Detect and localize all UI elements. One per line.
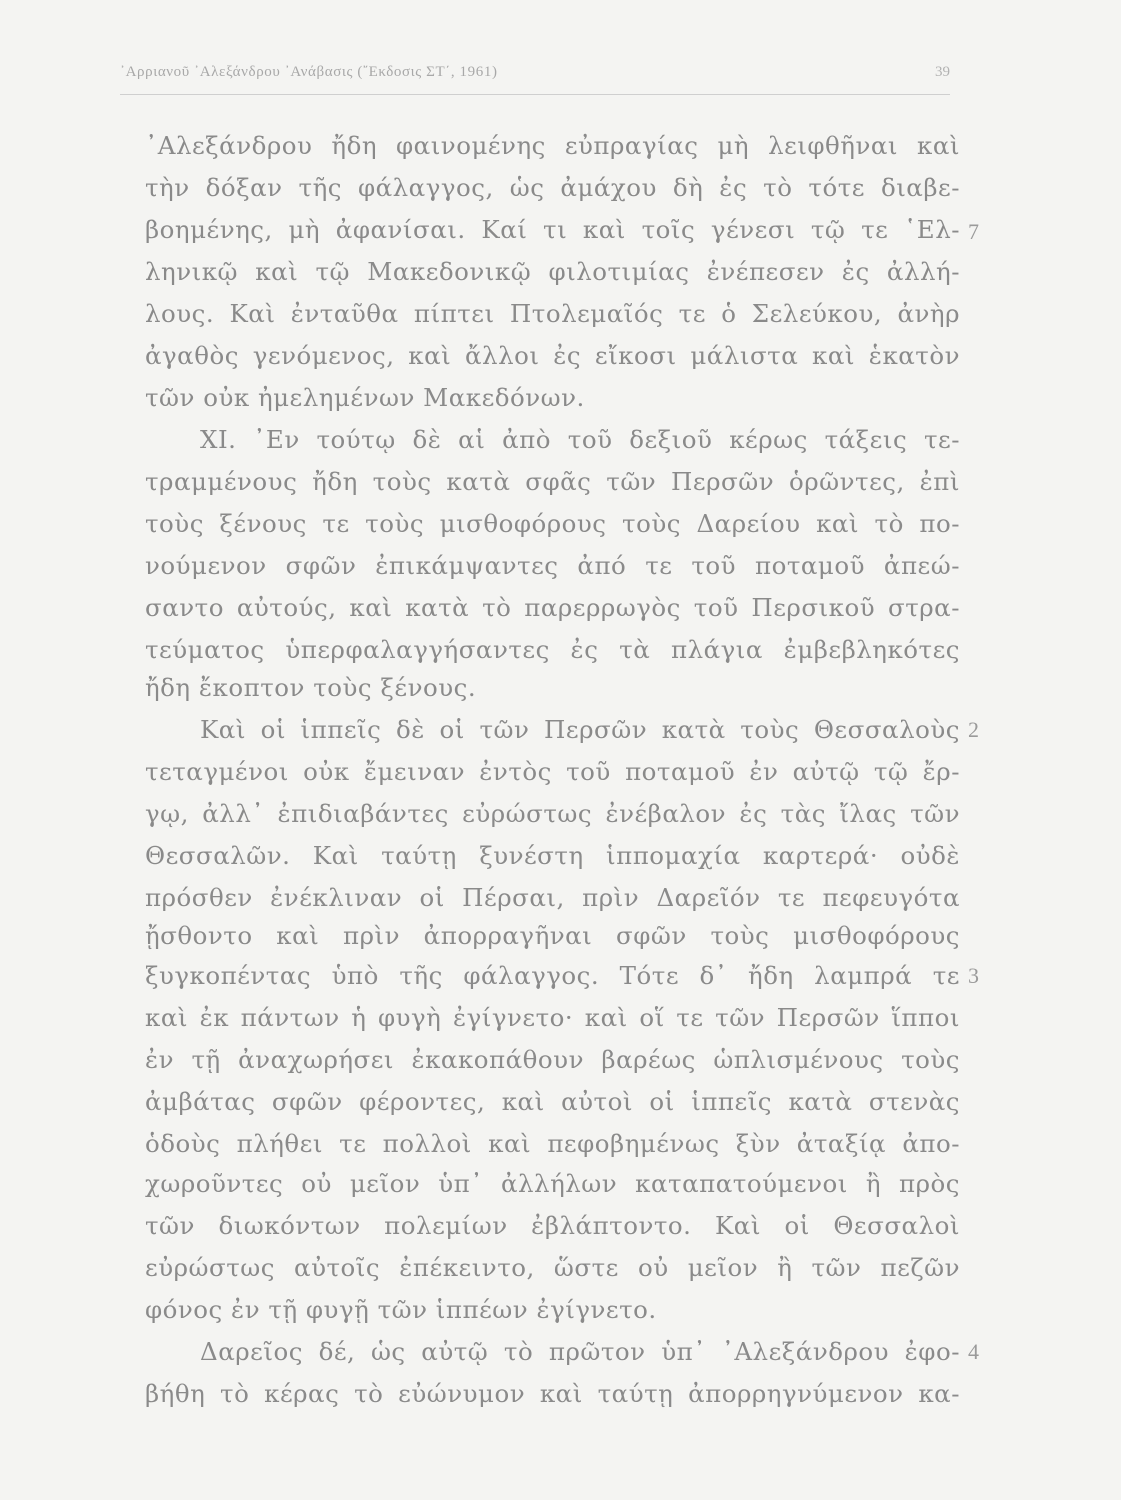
text-line: ἐν τῇ ἀναχωρήσει ἐκακοπάθουν βαρέως ὡπλισμένους τοὺς (145, 1045, 960, 1074)
text-line: XI. ᾿Εν τούτῳ δὲ αἱ ἀπὸ τοῦ δεξιοῦ κέρως τάξεις τε- (200, 425, 960, 454)
text-line: γῳ, ἀλλ᾿ ἐπιδιαβάντες εὐρώστως ἐνέβαλον ἐς τὰς ἴλας τῶν (145, 799, 960, 828)
text-line: τοὺς ξένους τε τοὺς μισθοφόρους τοὺς Δαρείου καὶ τὸ πο- (145, 509, 960, 538)
text-line: ᾿Αλεξάνδρου ἤδη φαινομένης εὐπραγίας μὴ λειφθῆναι καὶ (145, 131, 960, 160)
text-line: ὁδοὺς πλήθει τε πολλοὶ καὶ πεφοβημένως ξὺν ἀταξίᾳ ἀπο- (145, 1129, 960, 1158)
text-line: τεταγμένοι οὐκ ἔμειναν ἐντὸς τοῦ ποταμοῦ ἐν αὐτῷ τῷ ἔρ- (145, 757, 960, 786)
margin-section-number: 2 (968, 717, 979, 742)
text-line: σαντο αὐτούς, καὶ κατὰ τὸ παρερρωγὸς τοῦ Περσικοῦ στρα- (145, 593, 960, 622)
text-line: ληνικῷ καὶ τῷ Μακεδονικῷ φιλοτιμίας ἐνέπεσεν ἐς ἀλλή- (145, 257, 960, 286)
text-line: Καὶ οἱ ἱππεῖς δὲ οἱ τῶν Περσῶν κατὰ τοὺς Θεσσαλοὺς (200, 715, 960, 744)
text-line: Δαρεῖος δέ, ὡς αὐτῷ τὸ πρῶτον ὑπ᾿ ᾿Αλεξάνδρου ἐφο- (200, 1337, 960, 1366)
text-line: βοημένης, μὴ ἀφανίσαι. Καί τι καὶ τοῖς γένεσι τῷ τε ῾Ελ- (145, 215, 960, 244)
text-line: ἤδη ἔκοπτον τοὺς ξένους. (145, 673, 477, 702)
text-line: εὐρώστως αὐτοῖς ἐπέκειντο, ὥστε οὐ μεῖον ἢ τῶν πεζῶν (145, 1253, 960, 1282)
text-line: ἀμβάτας σφῶν φέροντες, καὶ αὐτοὶ οἱ ἱππεῖς κατὰ στενὰς (145, 1087, 960, 1116)
text-line: καὶ ἐκ πάντων ἡ φυγὴ ἐγίγνετο· καὶ οἵ τε τῶν Περσῶν ἵπποι (145, 1003, 960, 1032)
text-line: βήθη τὸ κέρας τὸ εὐώνυμον καὶ ταύτῃ ἀπορρηγνύμενον κα- (145, 1379, 960, 1408)
margin-section-number: 3 (968, 963, 979, 988)
text-line: τῶν οὐκ ἠμελημένων Μακεδόνων. (145, 383, 585, 412)
text-line: φόνος ἐν τῇ φυγῇ τῶν ἱππέων ἐγίγνετο. (145, 1295, 657, 1324)
text-line: τῶν διωκόντων πολεμίων ἐβλάπτοντο. Καὶ οἱ Θεσσαλοὶ (145, 1211, 960, 1240)
text-line: ᾔσθοντο καὶ πρὶν ἀπορραγῆναι σφῶν τοὺς μισθοφόρους (145, 921, 960, 950)
text-line: τεύματος ὑπερφαλαγγήσαντες ἐς τὰ πλάγια ἐμβεβληκότες (145, 635, 960, 664)
text-line: ἀγαθὸς γενόμενος, καὶ ἄλλοι ἐς εἴκοσι μάλιστα καὶ ἑκατὸν (145, 341, 960, 370)
text-line: Θεσσαλῶν. Καὶ ταύτῃ ξυνέστη ἱππομαχία καρτερά· οὐδὲ (145, 841, 960, 870)
text-line: τὴν δόξαν τῆς φάλαγγος, ὡς ἀμάχου δὴ ἐς τὸ τότε διαβε- (145, 173, 960, 202)
page-number: 39 (935, 64, 950, 80)
text-line: πρόσθεν ἐνέκλιναν οἱ Πέρσαι, πρὶν Δαρεῖόν τε πεφευγότα (145, 883, 960, 912)
text-line: λους. Καὶ ἐνταῦθα πίπτει Πτολεμαῖός τε ὁ Σελεύκου, ἀνὴρ (145, 299, 960, 328)
margin-section-number: 4 (968, 1339, 979, 1364)
text-line: ξυγκοπέντας ὑπὸ τῆς φάλαγγος. Τότε δ᾿ ἤδη λαμπρά τε (145, 961, 960, 990)
running-head-title: ᾿Αρριανοῦ ᾿Αλεξάνδρου ᾿Ανάβασις (῎Εκδοσις ΣΤ΄, 1961) (120, 64, 498, 80)
text-line: νούμενον σφῶν ἐπικάμψαντες ἀπό τε τοῦ ποταμοῦ ἀπεώ- (145, 551, 960, 580)
text-line: τραμμένους ἤδη τοὺς κατὰ σφᾶς τῶν Περσῶν ὁρῶντες, ἐπὶ (145, 467, 960, 496)
margin-section-number: 7 (968, 219, 979, 244)
text-line: χωροῦντες οὐ μεῖον ὑπ᾿ ἀλλήλων καταπατούμενοι ἢ πρὸς (145, 1169, 960, 1198)
